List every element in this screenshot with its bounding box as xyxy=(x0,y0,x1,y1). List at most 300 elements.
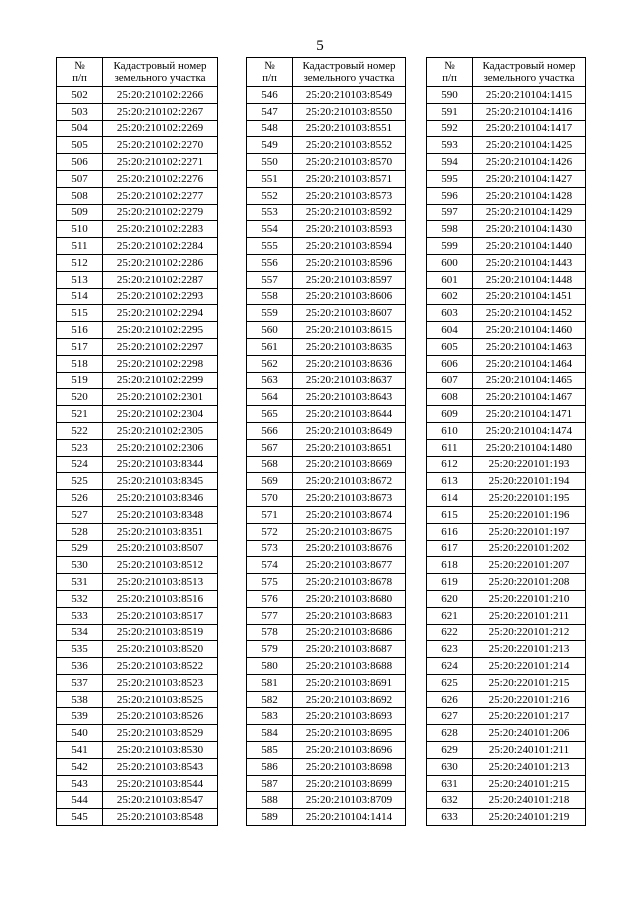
row-number: 521 xyxy=(57,406,103,423)
table-row xyxy=(247,742,406,759)
table-row xyxy=(57,557,218,574)
table-row xyxy=(57,338,218,355)
row-number: 502 xyxy=(57,87,103,104)
table-row xyxy=(247,809,406,826)
cadastral-number: 25:20:210104:1467 xyxy=(473,389,586,406)
row-number: 557 xyxy=(247,271,293,288)
row-number: 588 xyxy=(247,792,293,809)
row-number: 535 xyxy=(57,641,103,658)
table-row xyxy=(57,641,218,658)
table-row xyxy=(427,674,586,691)
row-number: 509 xyxy=(57,204,103,221)
row-number: 560 xyxy=(247,322,293,339)
row-number: 633 xyxy=(427,809,473,826)
row-number: 519 xyxy=(57,372,103,389)
table-row xyxy=(427,422,586,439)
row-number: 543 xyxy=(57,775,103,792)
table-row xyxy=(247,473,406,490)
table-row xyxy=(247,490,406,507)
row-number: 555 xyxy=(247,238,293,255)
row-number: 540 xyxy=(57,725,103,742)
row-number: 514 xyxy=(57,288,103,305)
row-number: 553 xyxy=(247,204,293,221)
table-row xyxy=(427,103,586,120)
row-number: 531 xyxy=(57,574,103,591)
row-number: 549 xyxy=(247,137,293,154)
row-number: 506 xyxy=(57,154,103,171)
table-row xyxy=(427,87,586,104)
row-number: 618 xyxy=(427,557,473,574)
table-row xyxy=(427,540,586,557)
table-row xyxy=(427,355,586,372)
row-number: 582 xyxy=(247,691,293,708)
table-row xyxy=(57,792,218,809)
row-number: 584 xyxy=(247,725,293,742)
row-number: 522 xyxy=(57,422,103,439)
row-number: 592 xyxy=(427,120,473,137)
table-row xyxy=(57,439,218,456)
row-number: 511 xyxy=(57,238,103,255)
row-number: 528 xyxy=(57,523,103,540)
table-row xyxy=(247,607,406,624)
table-row xyxy=(427,506,586,523)
row-number: 571 xyxy=(247,506,293,523)
row-number: 576 xyxy=(247,590,293,607)
row-number: 605 xyxy=(427,338,473,355)
table-row xyxy=(57,120,218,137)
table-row xyxy=(247,221,406,238)
table-row xyxy=(57,406,218,423)
cadastral-number: 25:20:210103:8677 xyxy=(293,557,406,574)
table-row xyxy=(427,590,586,607)
row-number: 600 xyxy=(427,254,473,271)
table-row xyxy=(247,338,406,355)
cadastral-number: 25:20:210103:8644 xyxy=(293,406,406,423)
table-row xyxy=(57,238,218,255)
header-number: № п/п xyxy=(427,58,473,87)
cadastral-number: 25:20:210103:8698 xyxy=(293,758,406,775)
table-row xyxy=(247,574,406,591)
cadastral-number: 25:20:210103:8517 xyxy=(103,607,218,624)
cadastral-number: 25:20:210103:8678 xyxy=(293,574,406,591)
table-header-row xyxy=(427,58,586,87)
cadastral-number: 25:20:210104:1425 xyxy=(473,137,586,154)
table-row xyxy=(247,305,406,322)
table-row xyxy=(57,288,218,305)
cadastral-number: 25:20:210103:8530 xyxy=(103,742,218,759)
table-row xyxy=(427,322,586,339)
table-row xyxy=(57,506,218,523)
table-row xyxy=(57,758,218,775)
cadastral-number: 25:20:210103:8686 xyxy=(293,624,406,641)
cadastral-number: 25:20:210103:8673 xyxy=(293,490,406,507)
table-header-row xyxy=(57,58,218,87)
cadastral-number: 25:20:210103:8512 xyxy=(103,557,218,574)
row-number: 552 xyxy=(247,187,293,204)
table-row xyxy=(247,204,406,221)
row-number: 516 xyxy=(57,322,103,339)
table-row xyxy=(427,742,586,759)
row-number: 525 xyxy=(57,473,103,490)
cadastral-number: 25:20:210103:8519 xyxy=(103,624,218,641)
table-row xyxy=(427,658,586,675)
row-number: 503 xyxy=(57,103,103,120)
table-row xyxy=(57,154,218,171)
cadastral-number: 25:20:240101:219 xyxy=(473,809,586,826)
row-number: 515 xyxy=(57,305,103,322)
table-row xyxy=(247,322,406,339)
table-row xyxy=(427,607,586,624)
row-number: 561 xyxy=(247,338,293,355)
cadastral-number: 25:20:210103:8596 xyxy=(293,254,406,271)
table-row xyxy=(427,221,586,238)
table-row xyxy=(427,792,586,809)
table-row xyxy=(57,523,218,540)
row-number: 616 xyxy=(427,523,473,540)
cadastral-number: 25:20:210104:1460 xyxy=(473,322,586,339)
cadastral-number: 25:20:220101:213 xyxy=(473,641,586,658)
table-row xyxy=(247,170,406,187)
cadastral-number: 25:20:210103:8523 xyxy=(103,674,218,691)
cadastral-number: 25:20:210104:1480 xyxy=(473,439,586,456)
table-row xyxy=(247,641,406,658)
cadastral-number: 25:20:210102:2298 xyxy=(103,355,218,372)
cadastral-number: 25:20:240101:218 xyxy=(473,792,586,809)
cadastral-number: 25:20:210102:2304 xyxy=(103,406,218,423)
row-number: 631 xyxy=(427,775,473,792)
cadastral-number: 25:20:210104:1417 xyxy=(473,120,586,137)
row-number: 532 xyxy=(57,590,103,607)
cadastral-number: 25:20:210104:1465 xyxy=(473,372,586,389)
cadastral-number: 25:20:220101:207 xyxy=(473,557,586,574)
table-row xyxy=(427,691,586,708)
row-number: 558 xyxy=(247,288,293,305)
row-number: 622 xyxy=(427,624,473,641)
row-number: 508 xyxy=(57,187,103,204)
row-number: 563 xyxy=(247,372,293,389)
cadastral-number: 25:20:210103:8607 xyxy=(293,305,406,322)
cadastral-number: 25:20:210103:8675 xyxy=(293,523,406,540)
row-number: 632 xyxy=(427,792,473,809)
table-row xyxy=(57,170,218,187)
cadastral-number: 25:20:210104:1428 xyxy=(473,187,586,204)
table-row xyxy=(247,540,406,557)
cadastral-number: 25:20:220101:211 xyxy=(473,607,586,624)
table-row xyxy=(427,574,586,591)
table-row xyxy=(247,389,406,406)
table-row xyxy=(247,691,406,708)
row-number: 603 xyxy=(427,305,473,322)
cadastral-number: 25:20:210103:8516 xyxy=(103,590,218,607)
cadastral-number: 25:20:210103:8649 xyxy=(293,422,406,439)
cadastral-number: 25:20:210103:8548 xyxy=(103,809,218,826)
header-number: № п/п xyxy=(247,58,293,87)
cadastral-number: 25:20:210103:8513 xyxy=(103,574,218,591)
cadastral-number: 25:20:210103:8529 xyxy=(103,725,218,742)
table-row xyxy=(57,204,218,221)
row-number: 542 xyxy=(57,758,103,775)
row-number: 613 xyxy=(427,473,473,490)
row-number: 628 xyxy=(427,725,473,742)
table-row xyxy=(57,322,218,339)
row-number: 599 xyxy=(427,238,473,255)
table-row xyxy=(247,103,406,120)
table-row xyxy=(427,137,586,154)
row-number: 581 xyxy=(247,674,293,691)
table-row xyxy=(57,305,218,322)
table-row xyxy=(57,742,218,759)
table-row xyxy=(57,473,218,490)
cadastral-number: 25:20:210103:8351 xyxy=(103,523,218,540)
cadastral-number: 25:20:220101:202 xyxy=(473,540,586,557)
cadastral-number: 25:20:210104:1414 xyxy=(293,809,406,826)
row-number: 570 xyxy=(247,490,293,507)
cadastral-number: 25:20:210102:2277 xyxy=(103,187,218,204)
cadastral-table-1 xyxy=(56,57,218,826)
table-row xyxy=(247,137,406,154)
row-number: 533 xyxy=(57,607,103,624)
table-row xyxy=(427,473,586,490)
cadastral-number: 25:20:210102:2270 xyxy=(103,137,218,154)
cadastral-number: 25:20:210104:1474 xyxy=(473,422,586,439)
row-number: 627 xyxy=(427,708,473,725)
row-number: 504 xyxy=(57,120,103,137)
row-number: 523 xyxy=(57,439,103,456)
cadastral-number: 25:20:220101:195 xyxy=(473,490,586,507)
row-number: 527 xyxy=(57,506,103,523)
cadastral-number: 25:20:210103:8520 xyxy=(103,641,218,658)
row-number: 536 xyxy=(57,658,103,675)
table-row xyxy=(247,154,406,171)
table-row xyxy=(247,557,406,574)
cadastral-number: 25:20:210103:8691 xyxy=(293,674,406,691)
row-number: 572 xyxy=(247,523,293,540)
page-number: 5 xyxy=(316,38,324,54)
row-number: 530 xyxy=(57,557,103,574)
table-row xyxy=(57,725,218,742)
table-row xyxy=(427,624,586,641)
table-row xyxy=(247,87,406,104)
row-number: 595 xyxy=(427,170,473,187)
table-row xyxy=(57,456,218,473)
table-row xyxy=(57,607,218,624)
row-number: 569 xyxy=(247,473,293,490)
table-row xyxy=(57,87,218,104)
table-row xyxy=(247,439,406,456)
row-number: 612 xyxy=(427,456,473,473)
row-number: 568 xyxy=(247,456,293,473)
cadastral-number: 25:20:210102:2283 xyxy=(103,221,218,238)
table-row xyxy=(427,154,586,171)
row-number: 556 xyxy=(247,254,293,271)
table-row xyxy=(57,187,218,204)
cadastral-number: 25:20:210103:8526 xyxy=(103,708,218,725)
table-row xyxy=(57,809,218,826)
cadastral-number: 25:20:210103:8522 xyxy=(103,658,218,675)
cadastral-number: 25:20:220101:194 xyxy=(473,473,586,490)
cadastral-number: 25:20:210103:8345 xyxy=(103,473,218,490)
table-row xyxy=(57,708,218,725)
cadastral-number: 25:20:210103:8597 xyxy=(293,271,406,288)
cadastral-number: 25:20:210103:8692 xyxy=(293,691,406,708)
cadastral-number: 25:20:210102:2299 xyxy=(103,372,218,389)
row-number: 621 xyxy=(427,607,473,624)
row-number: 517 xyxy=(57,338,103,355)
table-row xyxy=(427,338,586,355)
cadastral-number: 25:20:210102:2279 xyxy=(103,204,218,221)
row-number: 505 xyxy=(57,137,103,154)
cadastral-number: 25:20:210103:8550 xyxy=(293,103,406,120)
cadastral-number: 25:20:210103:8637 xyxy=(293,372,406,389)
row-number: 614 xyxy=(427,490,473,507)
cadastral-number: 25:20:220101:212 xyxy=(473,624,586,641)
table-row xyxy=(57,775,218,792)
row-number: 567 xyxy=(247,439,293,456)
table-header-row xyxy=(247,58,406,87)
table-row xyxy=(57,674,218,691)
cadastral-number: 25:20:210103:8643 xyxy=(293,389,406,406)
table-row xyxy=(427,305,586,322)
table-row xyxy=(427,456,586,473)
cadastral-number: 25:20:210104:1443 xyxy=(473,254,586,271)
table-row xyxy=(57,490,218,507)
cadastral-number: 25:20:220101:217 xyxy=(473,708,586,725)
row-number: 602 xyxy=(427,288,473,305)
table-row xyxy=(427,238,586,255)
cadastral-number: 25:20:210103:8571 xyxy=(293,170,406,187)
cadastral-number: 25:20:210103:8693 xyxy=(293,708,406,725)
cadastral-number: 25:20:210102:2293 xyxy=(103,288,218,305)
table-row xyxy=(247,775,406,792)
cadastral-number: 25:20:210103:8552 xyxy=(293,137,406,154)
cadastral-number: 25:20:210103:8570 xyxy=(293,154,406,171)
cadastral-number: 25:20:210102:2306 xyxy=(103,439,218,456)
cadastral-number: 25:20:210103:8573 xyxy=(293,187,406,204)
cadastral-number: 25:20:240101:211 xyxy=(473,742,586,759)
table-row xyxy=(247,288,406,305)
row-number: 586 xyxy=(247,758,293,775)
table-row xyxy=(57,271,218,288)
table-row xyxy=(427,170,586,187)
row-number: 620 xyxy=(427,590,473,607)
table-row xyxy=(57,137,218,154)
table-row xyxy=(57,624,218,641)
cadastral-number: 25:20:210104:1452 xyxy=(473,305,586,322)
table-row xyxy=(427,120,586,137)
row-number: 578 xyxy=(247,624,293,641)
row-number: 609 xyxy=(427,406,473,423)
table-row xyxy=(247,725,406,742)
table-row xyxy=(427,490,586,507)
cadastral-number: 25:20:210103:8669 xyxy=(293,456,406,473)
row-number: 629 xyxy=(427,742,473,759)
row-number: 551 xyxy=(247,170,293,187)
table-row xyxy=(57,540,218,557)
cadastral-number: 25:20:210103:8348 xyxy=(103,506,218,523)
table-row xyxy=(247,120,406,137)
cadastral-number: 25:20:210103:8606 xyxy=(293,288,406,305)
row-number: 546 xyxy=(247,87,293,104)
cadastral-number: 25:20:210103:8676 xyxy=(293,540,406,557)
cadastral-number: 25:20:210103:8592 xyxy=(293,204,406,221)
row-number: 524 xyxy=(57,456,103,473)
row-number: 562 xyxy=(247,355,293,372)
cadastral-number: 25:20:210103:8549 xyxy=(293,87,406,104)
table-row xyxy=(57,574,218,591)
row-number: 559 xyxy=(247,305,293,322)
table-row xyxy=(247,590,406,607)
table-row xyxy=(427,389,586,406)
row-number: 579 xyxy=(247,641,293,658)
row-number: 544 xyxy=(57,792,103,809)
row-number: 537 xyxy=(57,674,103,691)
cadastral-number: 25:20:210103:8594 xyxy=(293,238,406,255)
cadastral-number: 25:20:210103:8346 xyxy=(103,490,218,507)
row-number: 565 xyxy=(247,406,293,423)
row-number: 518 xyxy=(57,355,103,372)
cadastral-number: 25:20:220101:210 xyxy=(473,590,586,607)
table-row xyxy=(427,187,586,204)
cadastral-number: 25:20:210103:8551 xyxy=(293,120,406,137)
table-row xyxy=(247,758,406,775)
row-number: 538 xyxy=(57,691,103,708)
row-number: 625 xyxy=(427,674,473,691)
table-row xyxy=(57,372,218,389)
row-number: 547 xyxy=(247,103,293,120)
table-row xyxy=(427,725,586,742)
cadastral-number: 25:20:210104:1426 xyxy=(473,154,586,171)
cadastral-number: 25:20:210103:8688 xyxy=(293,658,406,675)
row-number: 550 xyxy=(247,154,293,171)
cadastral-number: 25:20:210102:2271 xyxy=(103,154,218,171)
cadastral-number: 25:20:220101:215 xyxy=(473,674,586,691)
cadastral-number: 25:20:210103:8544 xyxy=(103,775,218,792)
cadastral-number: 25:20:210103:8695 xyxy=(293,725,406,742)
row-number: 590 xyxy=(427,87,473,104)
table-row xyxy=(427,271,586,288)
row-number: 606 xyxy=(427,355,473,372)
cadastral-number: 25:20:210103:8687 xyxy=(293,641,406,658)
row-number: 591 xyxy=(427,103,473,120)
cadastral-number: 25:20:210103:8672 xyxy=(293,473,406,490)
cadastral-number: 25:20:210104:1440 xyxy=(473,238,586,255)
table-row xyxy=(247,506,406,523)
cadastral-table-3 xyxy=(426,57,586,826)
cadastral-number: 25:20:210104:1464 xyxy=(473,355,586,372)
row-number: 577 xyxy=(247,607,293,624)
table-row xyxy=(427,775,586,792)
row-number: 615 xyxy=(427,506,473,523)
cadastral-number: 25:20:210103:8699 xyxy=(293,775,406,792)
header-cadastral-number: Кадастровый номер земельного участка xyxy=(473,58,586,87)
cadastral-number: 25:20:210103:8543 xyxy=(103,758,218,775)
table-row xyxy=(57,254,218,271)
table-row xyxy=(427,641,586,658)
cadastral-number: 25:20:210102:2266 xyxy=(103,87,218,104)
cadastral-number: 25:20:210104:1427 xyxy=(473,170,586,187)
table-row xyxy=(247,355,406,372)
table-row xyxy=(427,288,586,305)
cadastral-number: 25:20:210104:1430 xyxy=(473,221,586,238)
cadastral-number: 25:20:240101:215 xyxy=(473,775,586,792)
cadastral-number: 25:20:210102:2301 xyxy=(103,389,218,406)
row-number: 526 xyxy=(57,490,103,507)
table-row xyxy=(247,674,406,691)
row-number: 545 xyxy=(57,809,103,826)
table-row xyxy=(427,406,586,423)
row-number: 534 xyxy=(57,624,103,641)
table-row xyxy=(57,422,218,439)
